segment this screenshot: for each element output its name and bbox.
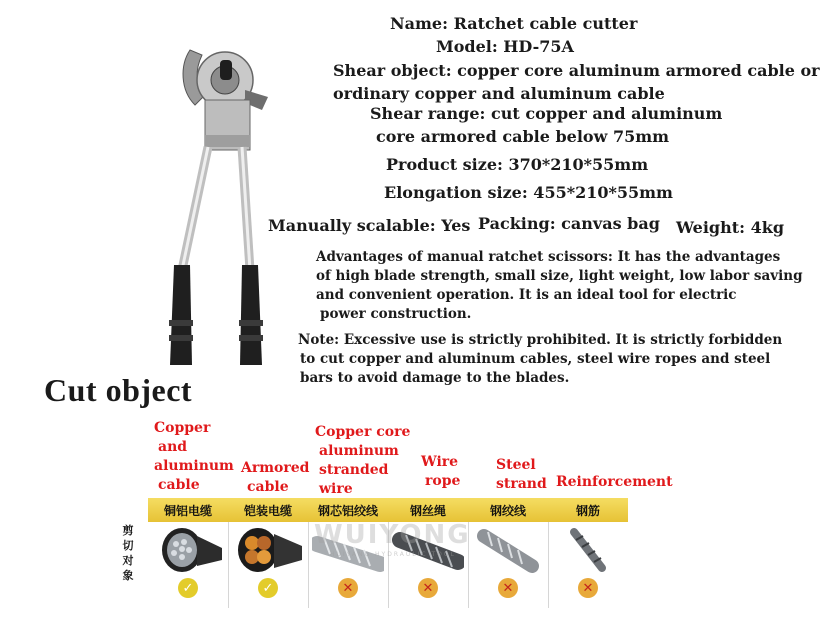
spec-model: Model: HD-75A: [436, 37, 574, 56]
advantages-line: power construction.: [320, 306, 472, 322]
label-line: and: [158, 439, 188, 455]
table-column: [468, 498, 549, 608]
spec-shear-range-line2: core armored cable below 75mm: [376, 127, 670, 146]
suitable-check-icon: ✓: [258, 578, 278, 598]
label-line: cable: [247, 479, 289, 495]
category-label-steel-strand: [496, 456, 547, 494]
label-line: aluminum: [319, 443, 399, 459]
label-line: rope: [425, 473, 461, 489]
label-line: stranded: [319, 462, 389, 478]
label-line: aluminum: [154, 458, 234, 474]
spec-shear-range-line1: Shear range: cut copper and aluminum: [370, 104, 723, 123]
advantages-line: and convenient operation. It is an ideal tool for electric: [316, 287, 737, 303]
label-line: Wire: [421, 454, 459, 470]
note-line: bars to avoid damage to the blades.: [300, 370, 570, 386]
not-suitable-x-icon: ✕: [418, 578, 438, 598]
advantages-line: Advantages of manual ratchet scissors: It has the advantages: [316, 249, 781, 265]
spec-name: Name: Ratchet cable cutter: [390, 14, 638, 33]
column-header: 钢丝绳: [388, 498, 469, 522]
spec-packing: Packing: canvas bag: [478, 214, 660, 233]
brand-watermark-subtitle: HUIYANG HYDRAULIC TOOL: [330, 551, 456, 558]
side-char: 剪: [122, 524, 134, 537]
copper-aluminum-cable-image: [152, 526, 224, 574]
category-label-copper-core-aluminum-stranded-wire: [315, 423, 410, 499]
label-line: Copper core: [315, 424, 411, 440]
column-header: 铜铝电缆: [148, 498, 229, 522]
column-header: 钢芯铝绞线: [308, 498, 389, 522]
note-text: [298, 331, 798, 388]
label-line: Steel: [496, 457, 536, 473]
column-header: 钢筋: [548, 498, 629, 522]
suitable-check-icon: ✓: [178, 578, 198, 598]
spec-weight: Weight: 4kg: [676, 218, 785, 237]
label-line: cable: [158, 477, 200, 493]
not-suitable-x-icon: ✕: [578, 578, 598, 598]
spec-shear-object-line1: Shear object: copper core aluminum armored cable or: [333, 61, 820, 80]
not-suitable-x-icon: ✕: [498, 578, 518, 598]
side-label-cut-object: [108, 498, 148, 608]
cut-object-title: Cut object: [44, 372, 193, 408]
ratchet-cable-cutter-image: [150, 35, 290, 375]
side-char: 切: [122, 539, 134, 552]
label-line: wire: [319, 481, 353, 497]
spec-product-size: Product size: 370*210*55mm: [386, 155, 649, 174]
column-header: 钢绞线: [468, 498, 549, 522]
label-line: strand: [496, 476, 547, 492]
table-column: [548, 498, 628, 608]
reinforcement-bar-image: [552, 526, 624, 574]
side-char: 象: [122, 569, 134, 582]
steel-strand-image: [472, 526, 544, 574]
advantages-text: [316, 248, 806, 324]
category-label-reinforcement: [556, 473, 673, 492]
category-label-copper-aluminum-cable: [154, 419, 234, 495]
spec-shear-object-line2: ordinary copper and aluminum cable: [333, 84, 665, 103]
table-column: [228, 498, 309, 608]
spec-elongation-size: Elongation size: 455*210*55mm: [384, 183, 673, 202]
label-line: Reinforcement: [556, 474, 673, 490]
label-line: Copper: [154, 420, 211, 436]
note-line: Note: Excessive use is strictly prohibited. It is strictly forbidden: [298, 332, 783, 348]
category-label-wire-rope: [421, 453, 460, 491]
spec-manually-scalable: Manually scalable: Yes: [268, 216, 471, 235]
category-label-armored-cable: [241, 459, 309, 497]
advantages-line: of high blade strength, small size, light weight, low labor saving: [316, 268, 803, 284]
note-line: to cut copper and aluminum cables, steel wire ropes and steel: [300, 351, 771, 367]
table-column: [148, 498, 229, 608]
label-line: Armored: [241, 460, 310, 476]
side-char: 对: [122, 554, 134, 567]
armored-cable-image: [232, 526, 304, 574]
brand-watermark: WUIYONG: [314, 520, 471, 550]
not-suitable-x-icon: ✕: [338, 578, 358, 598]
column-header: 铠装电缆: [228, 498, 309, 522]
